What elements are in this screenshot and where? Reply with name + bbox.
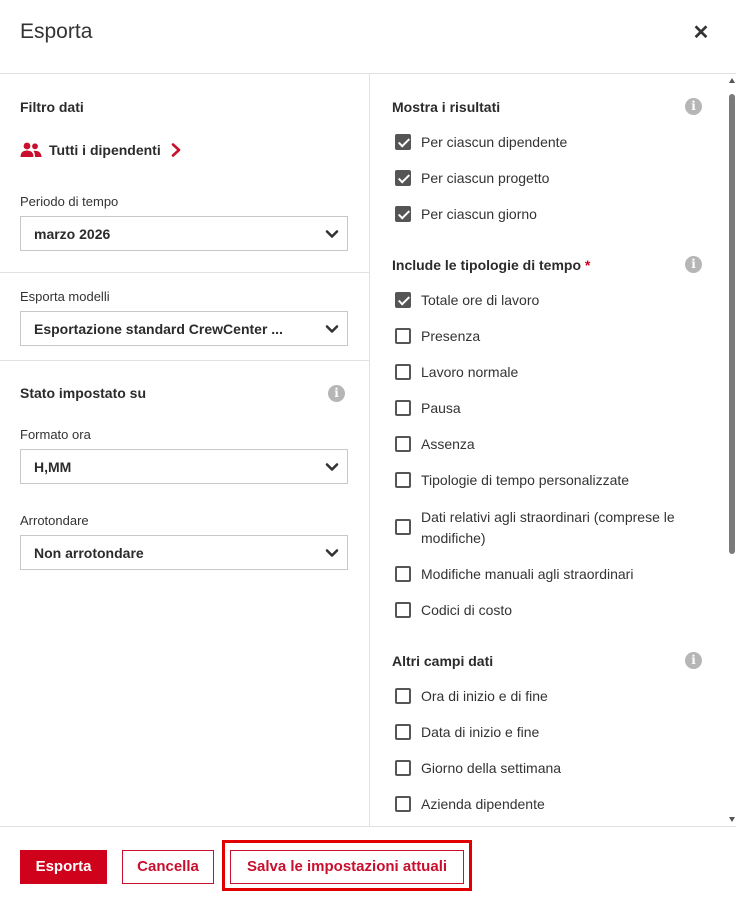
checkbox-label: Data di inizio e fine bbox=[421, 724, 540, 740]
chevron-right-icon bbox=[170, 143, 182, 157]
users-icon bbox=[20, 142, 42, 158]
checkbox-box[interactable] bbox=[395, 292, 411, 308]
dialog-header bbox=[0, 0, 736, 74]
checkbox-label: Per ciascun progetto bbox=[421, 170, 550, 186]
results-section-title: Mostra i risultati bbox=[392, 99, 501, 115]
scrollbar[interactable] bbox=[728, 74, 736, 826]
checkbox-label: Presenza bbox=[421, 328, 481, 344]
time-types-title-text: Include le tipologie di tempo bbox=[392, 257, 582, 273]
template-select[interactable] bbox=[20, 311, 348, 346]
checkbox-label: Assenza bbox=[421, 436, 475, 452]
checkbox-box[interactable] bbox=[395, 364, 411, 380]
time-format-label: Formato ora bbox=[20, 427, 91, 442]
checkbox-box[interactable] bbox=[395, 436, 411, 452]
other-fields-section-title: Altri campi dati bbox=[392, 653, 494, 669]
status-section-title: Stato impostato su bbox=[20, 385, 147, 401]
checkbox-box[interactable] bbox=[395, 688, 411, 704]
template-select-value: Esportazione standard CrewCenter ... bbox=[34, 321, 283, 337]
time-format-select[interactable] bbox=[20, 449, 348, 484]
checkbox-box[interactable] bbox=[395, 472, 411, 488]
checkbox-label: Azienda dipendente bbox=[421, 796, 545, 812]
checkbox-label: Totale ore di lavoro bbox=[421, 292, 540, 308]
rounding-value: Non arrotondare bbox=[34, 545, 144, 561]
checkbox-box[interactable] bbox=[395, 566, 411, 582]
checkbox-label: Tipologie di tempo personalizzate bbox=[421, 472, 630, 488]
checkbox-label: Per ciascun dipendente bbox=[421, 134, 568, 150]
chevron-down-icon bbox=[325, 322, 339, 336]
info-icon[interactable]: i bbox=[685, 256, 702, 273]
checkbox-label: Modifiche manuali agli straordinari bbox=[421, 566, 634, 582]
employees-filter-label: Tutti i dipendenti bbox=[49, 142, 161, 158]
scroll-down-arrow-icon[interactable] bbox=[729, 817, 735, 822]
period-select-value: marzo 2026 bbox=[34, 226, 111, 242]
info-icon[interactable]: i bbox=[328, 385, 345, 402]
divider bbox=[0, 272, 370, 273]
left-panel bbox=[0, 74, 370, 826]
time-types-section-title bbox=[392, 257, 590, 273]
checkbox-box[interactable] bbox=[395, 328, 411, 344]
checkbox-label: Codici di costo bbox=[421, 602, 513, 618]
dialog-title: Esporta bbox=[20, 20, 93, 43]
checkbox-label: Giorno della settimana bbox=[421, 760, 562, 776]
checkbox-box[interactable] bbox=[395, 602, 411, 618]
export-button[interactable]: Esporta bbox=[20, 850, 107, 884]
divider bbox=[0, 360, 370, 361]
save-settings-button[interactable]: Salva le impostazioni attuali bbox=[230, 850, 464, 884]
checkbox-label: Lavoro normale bbox=[421, 364, 519, 380]
chevron-down-icon bbox=[325, 227, 339, 241]
info-icon[interactable]: i bbox=[685, 98, 702, 115]
cancel-button[interactable]: Cancella bbox=[122, 850, 214, 884]
checkbox-box[interactable] bbox=[395, 519, 411, 535]
rounding-select[interactable] bbox=[20, 535, 348, 570]
checkbox-box[interactable] bbox=[395, 170, 411, 186]
scroll-up-arrow-icon[interactable] bbox=[729, 78, 735, 83]
checkbox-box[interactable] bbox=[395, 134, 411, 150]
checkbox-label: Dati relativi agli straordinari (comprese le modifiche) bbox=[421, 509, 675, 546]
filter-section-title: Filtro dati bbox=[20, 99, 84, 115]
right-panel bbox=[370, 74, 736, 826]
checkbox-box[interactable] bbox=[395, 400, 411, 416]
checkbox-label: Per ciascun giorno bbox=[421, 206, 537, 222]
dialog-footer bbox=[0, 826, 736, 897]
rounding-label: Arrotondare bbox=[20, 513, 89, 528]
time-format-value: H,MM bbox=[34, 459, 72, 475]
checkbox-box[interactable] bbox=[395, 796, 411, 812]
info-icon[interactable]: i bbox=[685, 652, 702, 669]
template-label: Esporta modelli bbox=[20, 289, 110, 304]
chevron-down-icon bbox=[325, 546, 339, 560]
close-icon[interactable]: ✕ bbox=[692, 22, 710, 44]
checkbox-box[interactable] bbox=[395, 206, 411, 222]
checkbox-box[interactable] bbox=[395, 760, 411, 776]
period-label: Periodo di tempo bbox=[20, 194, 119, 209]
checkbox-label: Ora di inizio e di fine bbox=[421, 688, 548, 704]
period-select[interactable] bbox=[20, 216, 348, 251]
scrollbar-thumb[interactable] bbox=[729, 94, 735, 554]
checkbox-box[interactable] bbox=[395, 724, 411, 740]
chevron-down-icon bbox=[325, 460, 339, 474]
checkbox-label: Pausa bbox=[421, 400, 461, 416]
required-mark: * bbox=[584, 257, 591, 273]
